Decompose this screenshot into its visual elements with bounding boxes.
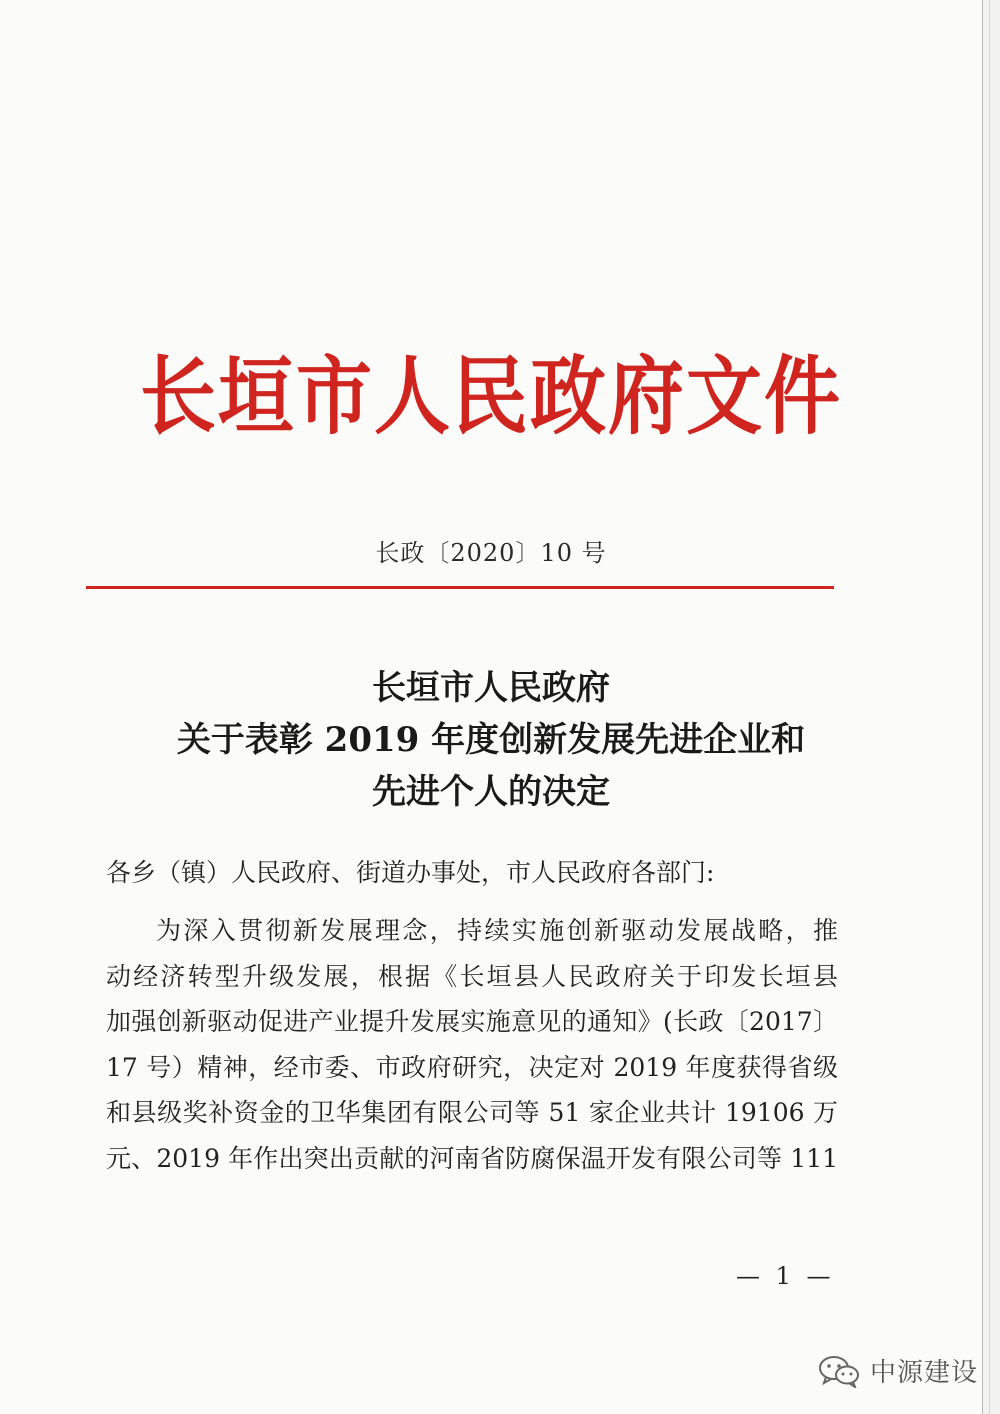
body-line: 为深入贯彻新发展理念，持续实施创新驱动发展战略，推 <box>156 916 838 945</box>
body-line: 加强创新驱动促进产业提升发展实施意见的通知》(长政〔2017〕 <box>106 1007 838 1036</box>
body-line: 17 号）精神，经市委、市政府研究，决定对 2019 年度获得省级 <box>106 1052 838 1082</box>
body-line: 元、2019 年作出突出贡献的河南省防腐保温开发有限公司等 111 <box>106 1143 838 1173</box>
body-line: 和县级奖补资金的卫华集团有限公司等 51 家企业共计 19106 万 <box>106 1098 838 1127</box>
document-number: 长政〔2020〕10 号 <box>375 539 607 567</box>
document-header: 长垣市人民政府文件 <box>140 346 842 447</box>
wechat-icon <box>818 1354 860 1388</box>
page-edge <box>982 0 1000 1414</box>
body-line: 动经济转型升级发展，根据《长垣县人民政府关于印发长垣县 <box>106 961 838 991</box>
red-divider-line <box>86 586 834 589</box>
document-title <box>0 662 982 818</box>
title-line-3: 先进个人的决定 <box>372 772 610 812</box>
page-number: — 1 — <box>736 1262 835 1290</box>
title-line-2: 关于表彰 2019 年度创新发展先进企业和 <box>176 720 806 760</box>
title-line-1: 长垣市人民政府 <box>372 668 610 708</box>
body-paragraph <box>106 908 838 1181</box>
watermark <box>818 1352 978 1389</box>
addressee-line: 各乡（镇）人民政府、街道办事处，市人民政府各部门: <box>106 858 715 887</box>
watermark-text: 中源建设 <box>870 1358 979 1388</box>
